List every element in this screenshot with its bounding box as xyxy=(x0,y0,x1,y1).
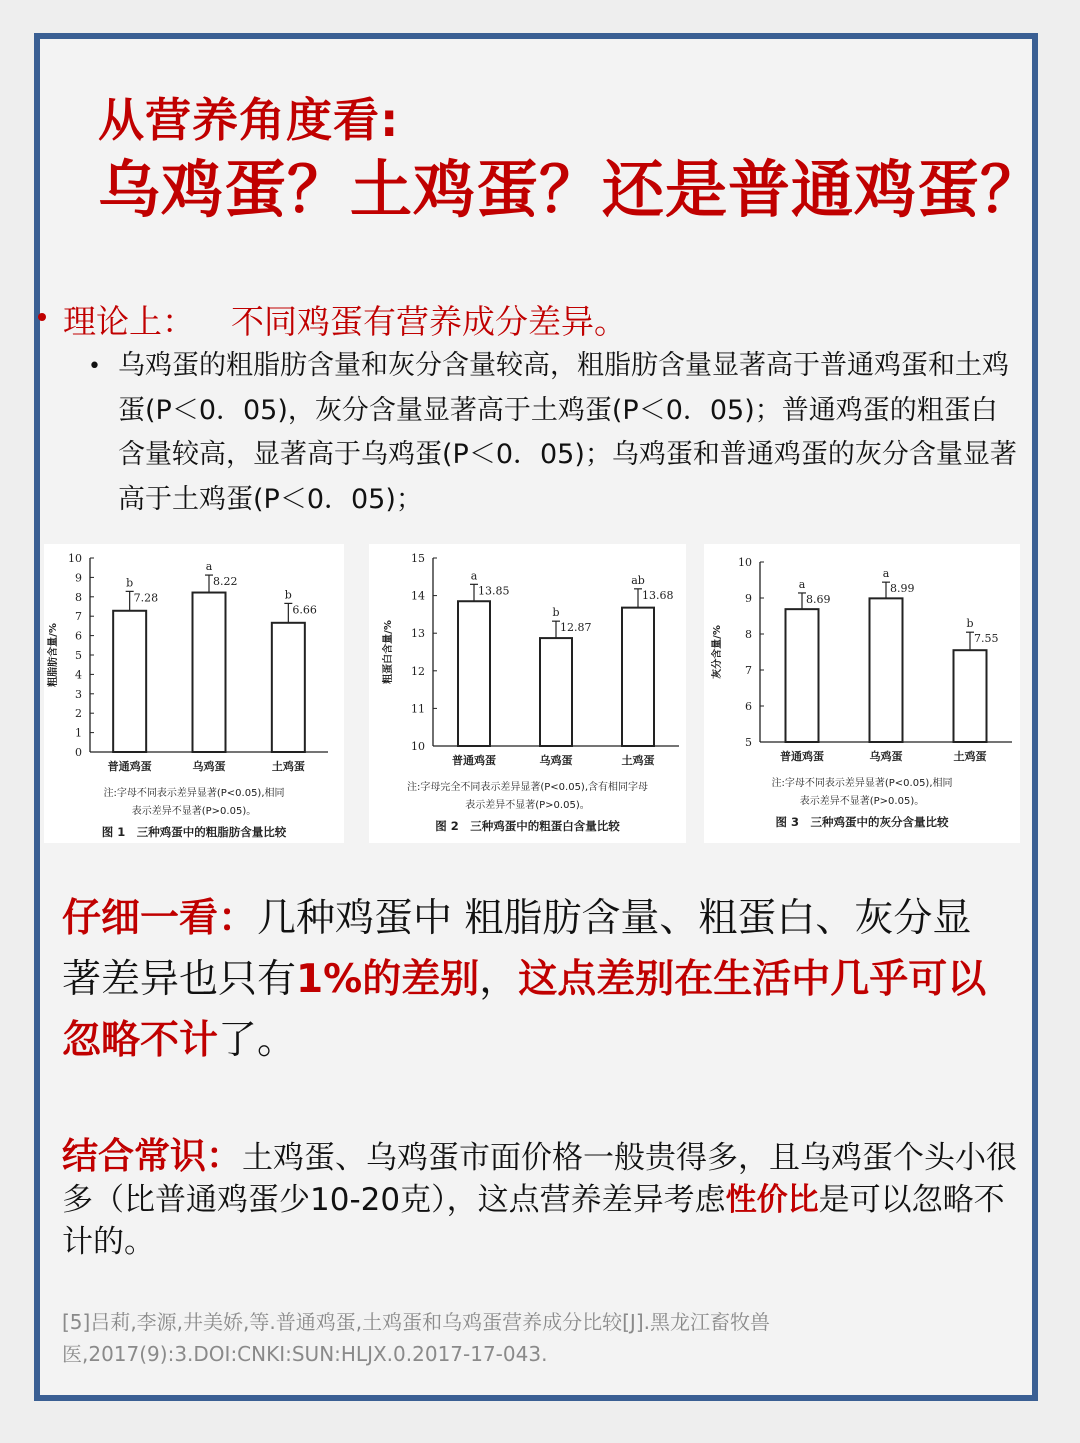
bar xyxy=(193,593,226,752)
significance-letter: a xyxy=(882,567,890,581)
y-tick-label: 6 xyxy=(75,629,82,643)
chart-caption: 图 2 三种鸡蛋中的粗蛋白含量比较 xyxy=(435,819,620,833)
significance-letter: b xyxy=(966,617,974,631)
bullet-icon: • xyxy=(88,354,101,379)
bar xyxy=(272,623,305,752)
y-tick-label: 4 xyxy=(75,668,82,682)
y-tick-label: 1 xyxy=(75,726,82,740)
common-sense-text-a: 土鸡蛋、乌鸡蛋市面价格一般贵得多，且乌鸡蛋个头小很多（比普通鸡蛋少10-20克），这点营养差异考虑 xyxy=(62,1140,1018,1218)
detail-look-label: 仔细一看： xyxy=(62,896,258,941)
x-tick-label: 普通鸡蛋 xyxy=(107,760,152,773)
bar xyxy=(786,609,819,742)
y-tick-label: 11 xyxy=(411,702,425,716)
x-tick-label: 土鸡蛋 xyxy=(621,754,655,767)
y-axis-label: 粗脂肪含量/% xyxy=(48,623,59,687)
bar xyxy=(540,638,572,746)
data-label: 8.22 xyxy=(213,575,238,589)
x-tick-label: 普通鸡蛋 xyxy=(780,750,824,763)
title-line-2: 乌鸡蛋？土鸡蛋？还是普通鸡蛋？ xyxy=(98,153,1044,226)
title-line-1: 从营养角度看: xyxy=(98,93,400,147)
chart-caption: 图 3 三种鸡蛋中的灰分含量比较 xyxy=(775,815,949,829)
data-label: 13.68 xyxy=(642,588,674,602)
data-label: 12.87 xyxy=(560,621,592,635)
bar xyxy=(622,608,654,746)
significance-letter: a xyxy=(205,560,213,574)
x-tick-label: 乌鸡蛋 xyxy=(539,754,573,767)
y-tick-label: 10 xyxy=(411,740,425,753)
chart-fat xyxy=(44,544,344,843)
detail-look-highlight-a: 1%的差别 xyxy=(296,957,480,1002)
detail-look-text-c: 了。 xyxy=(218,1018,297,1063)
data-label: 13.85 xyxy=(478,584,510,598)
bar xyxy=(458,601,490,746)
y-tick-label: 7 xyxy=(75,610,82,624)
common-sense-paragraph xyxy=(62,1136,1032,1263)
x-tick-label: 土鸡蛋 xyxy=(953,750,987,763)
detail-look-text-b: ， xyxy=(479,957,519,1002)
y-tick-label: 3 xyxy=(75,687,82,701)
chart-protein xyxy=(369,544,686,843)
detail-look-text-a: 几种鸡蛋中 粗脂肪含量、粗蛋白、灰分显著差异也只有 xyxy=(62,896,972,1002)
y-tick-label: 5 xyxy=(745,736,752,749)
y-tick-label: 8 xyxy=(745,628,752,641)
y-tick-label: 14 xyxy=(411,589,425,603)
common-sense-label: 结合常识： xyxy=(62,1136,243,1177)
data-label: 7.55 xyxy=(974,632,999,646)
data-label: 7.28 xyxy=(133,591,159,605)
y-tick-label: 5 xyxy=(75,649,82,662)
common-sense-highlight: 性价比 xyxy=(725,1182,819,1218)
data-label: 8.99 xyxy=(890,582,915,596)
chart-caption: 图 1 三种鸡蛋中的粗脂肪含量比较 xyxy=(101,825,287,839)
chart-note-line-1: 注:字母不同表示差异显著(P<0.05),相同 xyxy=(771,778,953,789)
significance-letter: b xyxy=(284,588,292,602)
data-label: 6.66 xyxy=(292,603,317,617)
y-tick-label: 9 xyxy=(745,592,752,605)
bar xyxy=(954,650,987,742)
y-tick-label: 6 xyxy=(745,700,752,713)
chart-note-line-2: 表示差异不显著(P>0.05)。 xyxy=(131,806,257,817)
x-tick-label: 乌鸡蛋 xyxy=(869,750,903,763)
chart-note-line-1: 注:字母不同表示差异显著(P<0.05),相同 xyxy=(103,788,285,799)
y-tick-label: 13 xyxy=(411,627,425,641)
theory-heading xyxy=(63,296,627,343)
chart-note-line-2: 表示差异不显著(P>0.05)。 xyxy=(465,800,590,811)
x-tick-label: 土鸡蛋 xyxy=(271,760,305,773)
chart-note-line-1: 注:字母完全不同表示差异显著(P<0.05),含有相同字母 xyxy=(406,782,649,793)
y-tick-label: 0 xyxy=(75,746,82,759)
bar xyxy=(113,611,146,752)
y-tick-label: 10 xyxy=(738,556,752,569)
chart-ash xyxy=(704,544,1020,843)
x-tick-label: 乌鸡蛋 xyxy=(192,760,226,773)
chart-panel-3 xyxy=(704,544,1020,843)
significance-letter: a xyxy=(798,577,806,591)
y-tick-label: 9 xyxy=(75,571,82,585)
y-tick-label: 8 xyxy=(75,590,82,604)
chart-note-line-2: 表示差异不显著(P>0.05)。 xyxy=(799,796,925,807)
bullet-dot-icon xyxy=(38,313,46,321)
y-axis-label: 粗蛋白含量/% xyxy=(383,620,394,684)
theory-text: 不同鸡蛋有营养成分差异。 xyxy=(231,302,627,341)
detail-look-highlight-b: 这点差别在生活中几乎可以忽略不计 xyxy=(62,957,987,1063)
data-label: 8.69 xyxy=(806,592,831,606)
x-tick-label: 普通鸡蛋 xyxy=(452,754,496,767)
y-tick-label: 15 xyxy=(411,552,425,565)
significance-letter: b xyxy=(552,606,560,620)
y-tick-label: 7 xyxy=(745,664,752,677)
y-tick-label: 10 xyxy=(68,552,82,565)
theory-detail: 乌鸡蛋的粗脂肪含量和灰分含量较高，粗脂肪含量显著高于普通鸡蛋和土鸡蛋(P＜0．05)，灰分含量显著高于土鸡蛋(P＜0．05)；普通鸡蛋的粗蛋白含量较高，显著高于乌鸡蛋(P＜0．05)；乌鸡蛋和普通鸡蛋的灰分含量显著高于土鸡蛋(P＜0．05)； xyxy=(118,350,1017,515)
reference-citation: [5]吕莉,李源,井美娇,等.普通鸡蛋,土鸡蛋和乌鸡蛋营养成分比较[J].黑龙江畜牧兽医,2017(9):3.DOI:CNKI:SUN:HLJX.0.2017-17-043. xyxy=(62,1310,770,1366)
significance-letter: b xyxy=(126,576,134,590)
chart-panel-2 xyxy=(369,544,686,843)
bar xyxy=(870,598,903,742)
chart-panel-1 xyxy=(44,544,344,843)
y-tick-label: 2 xyxy=(75,707,82,721)
detail-look-paragraph xyxy=(62,888,1002,1071)
significance-letter: ab xyxy=(631,573,645,587)
common-sense-text-b: 是可以忽略不计的。 xyxy=(62,1182,1005,1260)
y-axis-label: 灰分含量/% xyxy=(712,625,723,679)
y-tick-label: 12 xyxy=(411,664,425,678)
theory-label: 理论上： xyxy=(63,302,195,341)
significance-letter: a xyxy=(470,569,478,583)
